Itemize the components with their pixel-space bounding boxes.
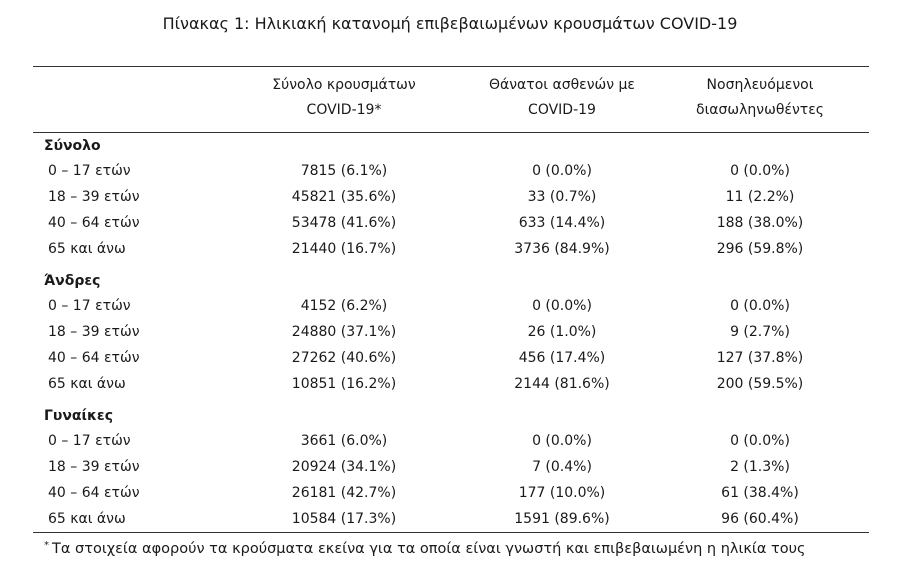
cell-cases: 26181 (42.7%) — [291, 485, 397, 501]
table-row — [0, 158, 900, 184]
cell-cases: 27262 (40.6%) — [291, 350, 397, 366]
cell-deaths: 2144 (81.6%) — [514, 376, 610, 392]
row-label: 40 – 64 ετών — [48, 215, 140, 231]
table-row — [0, 371, 900, 397]
cell-deaths: 3736 (84.9%) — [514, 241, 610, 257]
cell-intubated: 2 (1.3%) — [730, 459, 790, 475]
table-row — [0, 319, 900, 345]
table-row — [0, 184, 900, 210]
cell-deaths: 7 (0.4%) — [532, 459, 592, 475]
cell-cases: 53478 (41.6%) — [291, 215, 397, 231]
row-label: 65 και άνω — [48, 376, 126, 392]
row-label: 65 και άνω — [48, 241, 126, 257]
row-label: 18 – 39 ετών — [48, 189, 140, 205]
table-row — [0, 210, 900, 236]
table-row — [0, 480, 900, 506]
column-header-intubated — [660, 73, 860, 123]
row-label: 18 – 39 ετών — [48, 459, 140, 475]
cell-deaths: 633 (14.4%) — [518, 215, 606, 231]
cell-deaths: 1591 (89.6%) — [514, 511, 610, 527]
column-header-cases-line1: Σύνολο κρουσμάτων — [272, 77, 416, 93]
cell-deaths: 33 (0.7%) — [527, 189, 597, 205]
cell-cases: 7815 (6.1%) — [300, 163, 388, 179]
table-bottom-rule — [33, 532, 869, 533]
cell-intubated: 200 (59.5%) — [716, 376, 804, 392]
table-top-rule — [33, 66, 869, 67]
cell-cases: 3661 (6.0%) — [300, 433, 388, 449]
cell-intubated: 9 (2.7%) — [730, 324, 790, 340]
cell-intubated: 96 (60.4%) — [721, 511, 799, 527]
footnote-marker: * — [44, 540, 49, 551]
table-row — [0, 293, 900, 319]
table-row — [0, 428, 900, 454]
cell-deaths: 456 (17.4%) — [518, 350, 606, 366]
footnote-text: Τα στοιχεία αφορούν τα κρούσματα εκείνα για τα οποία είναι γνωστή και επιβεβαιωμένη η ηλικία τους — [52, 541, 806, 557]
cell-cases: 10851 (16.2%) — [291, 376, 397, 392]
cell-intubated: 0 (0.0%) — [730, 433, 790, 449]
cell-deaths: 0 (0.0%) — [532, 298, 592, 314]
cell-intubated: 188 (38.0%) — [716, 215, 804, 231]
cell-cases: 21440 (16.7%) — [291, 241, 397, 257]
row-label: 18 – 39 ετών — [48, 324, 140, 340]
column-header-deaths-line1: Θάνατοι ασθενών με — [488, 77, 635, 93]
cell-deaths: 0 (0.0%) — [532, 163, 592, 179]
cell-intubated: 11 (2.2%) — [725, 189, 795, 205]
column-header-intubated-line2: διασωληνωθέντες — [696, 102, 824, 118]
table-row — [0, 454, 900, 480]
cell-cases: 45821 (35.6%) — [291, 189, 397, 205]
section-title-women: Γυναίκες — [44, 408, 114, 424]
row-label: 0 – 17 ετών — [48, 433, 131, 449]
cell-deaths: 26 (1.0%) — [527, 324, 597, 340]
header-separator-rule — [33, 132, 869, 133]
footnote — [44, 537, 806, 561]
cell-cases: 4152 (6.2%) — [300, 298, 388, 314]
column-header-cases — [244, 73, 444, 123]
cell-cases: 10584 (17.3%) — [291, 511, 397, 527]
column-header-deaths — [462, 73, 662, 123]
column-header-deaths-line2: COVID-19 — [528, 102, 596, 118]
row-label: 40 – 64 ετών — [48, 485, 140, 501]
row-label: 0 – 17 ετών — [48, 163, 131, 179]
section-title-men: Άνδρες — [44, 273, 101, 289]
cell-deaths: 0 (0.0%) — [532, 433, 592, 449]
table-row — [0, 506, 900, 532]
row-label: 40 – 64 ετών — [48, 350, 140, 366]
row-label: 0 – 17 ετών — [48, 298, 131, 314]
column-header-intubated-line1: Νοσηλευόμενοι — [706, 77, 814, 93]
cell-intubated: 127 (37.8%) — [716, 350, 804, 366]
cell-cases: 20924 (34.1%) — [291, 459, 397, 475]
column-header-cases-line2: COVID-19* — [306, 102, 382, 118]
cell-intubated: 0 (0.0%) — [730, 298, 790, 314]
cell-intubated: 296 (59.8%) — [716, 241, 804, 257]
table-title: Πίνακας 1: Ηλικιακή κατανομή επιβεβαιωμένων κρουσμάτων COVID-19 — [162, 14, 738, 33]
table-row — [0, 236, 900, 262]
cell-intubated: 61 (38.4%) — [721, 485, 799, 501]
cell-deaths: 177 (10.0%) — [518, 485, 606, 501]
cell-intubated: 0 (0.0%) — [730, 163, 790, 179]
section-title-total: Σύνολο — [44, 138, 101, 154]
table-row — [0, 345, 900, 371]
row-label: 65 και άνω — [48, 511, 126, 527]
cell-cases: 24880 (37.1%) — [291, 324, 397, 340]
